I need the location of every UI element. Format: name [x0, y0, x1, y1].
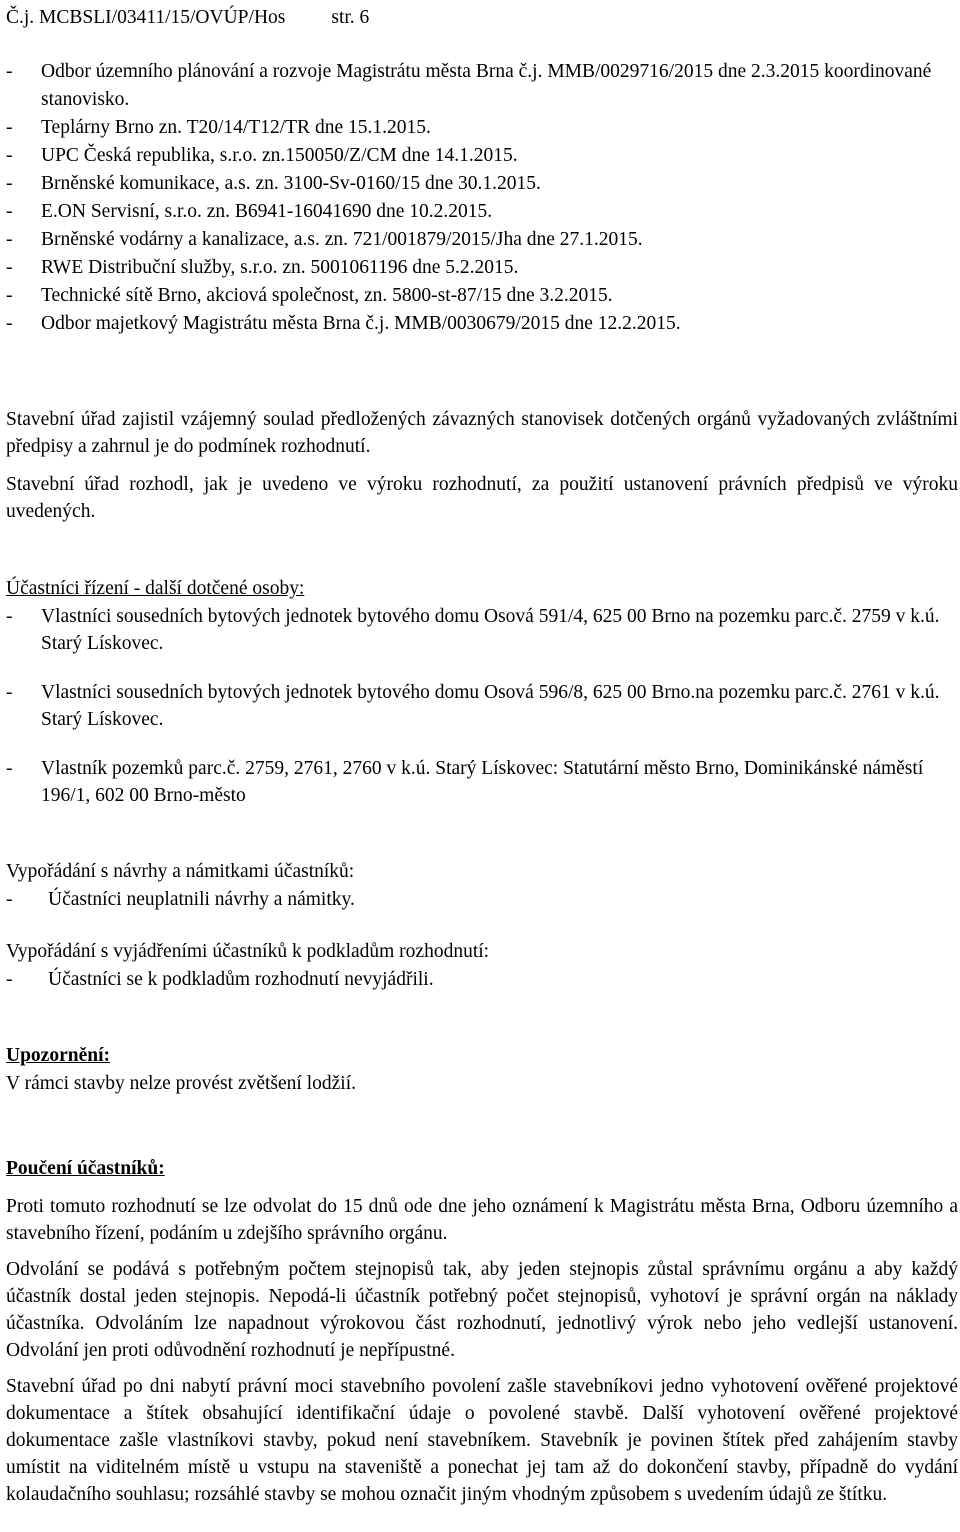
list-item: - Brněnské vodárny a kanalizace, a.s. zn. 721/001879/2015/Jha dne 27.1.2015.	[6, 226, 958, 254]
list-item: - Účastníci neuplatnili návrhy a námitky.	[6, 886, 958, 914]
list-item: - Brněnské komunikace, a.s. zn. 3100-Sv-0160/15 dne 30.1.2015.	[6, 170, 958, 198]
section-heading: Účastníci řízení - další dotčené osoby:	[6, 578, 305, 599]
list-item: - Vlastník pozemků parc.č. 2759, 2761, 2760 v k.ú. Starý Lískovec: Statutární město Brno, Dominikánské náměstí 196/1, 602 00 Brno-město	[6, 755, 958, 809]
list-item: - E.ON Servisní, s.r.o. zn. B6941-16041690 dne 10.2.2015.	[6, 198, 958, 226]
paragraph-soulad: Stavební úřad zajistil vzájemný soulad předložených závazných stanovisek dotčených orgánů vyžadovaných zvláštními předpisy a zahrnul je do podmínek rozhodnutí.	[6, 409, 958, 457]
paragraph-rozhodl: Stavební úřad rozhodl, jak je uvedeno ve výroku rozhodnutí, za použití ustanovení právních předpisů ve výroku uvedených.	[6, 474, 958, 522]
section-ucastnici	[6, 575, 958, 809]
list-item: - Odbor majetkový Magistrátu města Brna č.j. MMB/0030679/2015 dne 12.2.2015.	[6, 310, 958, 338]
page-header	[6, 4, 369, 32]
list-item: - Technické sítě Brno, akciová společnost, zn. 5800-st-87/15 dne 3.2.2015.	[6, 282, 958, 310]
page-number: str. 6	[331, 7, 370, 28]
paragraph: Proti tomuto rozhodnutí se lze odvolat do 15 dnů ode dne jeho oznámení k Magistrátu města Brna, Odboru územního a stavebního řízení, podáním u zdejšího správního orgánu.	[6, 1196, 958, 1244]
section-vyjadreni	[6, 938, 958, 994]
section-navrhy	[6, 858, 958, 914]
list-item: - Teplárny Brno zn. T20/14/T12/TR dne 15.1.2015.	[6, 114, 958, 142]
list-item: - Odbor územního plánování a rozvoje Magistrátu města Brna č.j. MMB/0029716/2015 dne 2.3.2015 koordinované stanovisko.	[6, 58, 958, 114]
list-item: - UPC Česká republika, s.r.o. zn.150050/Z/CM dne 14.1.2015.	[6, 142, 958, 170]
section-heading: Vypořádání s vyjádřeními účastníků k podkladům rozhodnutí:	[6, 941, 490, 962]
notice-text: V rámci stavby nelze provést zvětšení lodžií.	[6, 1073, 356, 1094]
reference-number: Č.j. MCBSLI/03411/15/OVÚP/Hos	[6, 7, 286, 28]
paragraph: Odvolání se podává s potřebným počtem stejnopisů tak, aby jeden stejnopis zůstal správnímu orgánu a aby každý účastník dostal jeden stejnopis. Nepodá-li účastník potřebný počet stejnopisů, vyhotoví je správní orgán na náklady účastníka. Odvoláním lze napadnout výrokovou část rozhodnutí, jednotlivý výrok nebo jeho vedlejší ustanovení. Odvolání jen proti odůvodnění rozhodnutí je nepřípustné.	[6, 1259, 958, 1361]
section-upozorneni	[6, 1042, 958, 1098]
list-item: - Účastníci se k podkladům rozhodnutí nevyjádřili.	[6, 966, 958, 994]
paragraph: Stavební úřad po dni nabytí právní moci stavebního povolení zašle stavebníkovi jedno vyhotovení ověřené projektové dokumentace a štítek obsahující identifikační údaje o povolené stavbě. Další vyhotovení ověřené projektové dokumentace zašle vlastníkovi stavby, pokud není stavebníkem. Stavebník je povinen štítek před zahájením stavby umístit na viditelném místě u vstupu na staveniště a ponechat jej tam až do dokončení stavby, případně do vydání kolaudačního souhlasu; rozsáhlé stavby se mohou označit jiným vhodným způsobem s uvedením údajů ze štítku.	[6, 1376, 958, 1505]
stanoviska-list	[6, 58, 958, 338]
section-heading: Poučení účastníků:	[6, 1158, 165, 1179]
section-pouceni	[6, 1155, 958, 1508]
section-heading: Vypořádání s návrhy a námitkami účastníků:	[6, 861, 355, 882]
list-item: - RWE Distribuční služby, s.r.o. zn. 5001061196 dne 5.2.2015.	[6, 254, 958, 282]
list-item: - Vlastníci sousedních bytových jednotek bytového domu Osová 596/8, 625 00 Brno.na pozemku parc.č. 2761 v k.ú. Starý Lískovec.	[6, 679, 958, 733]
section-heading: Upozornění:	[6, 1045, 110, 1066]
list-item: - Vlastníci sousedních bytových jednotek bytového domu Osová 591/4, 625 00 Brno na pozemku parc.č. 2759 v k.ú. Starý Lískovec.	[6, 603, 958, 657]
